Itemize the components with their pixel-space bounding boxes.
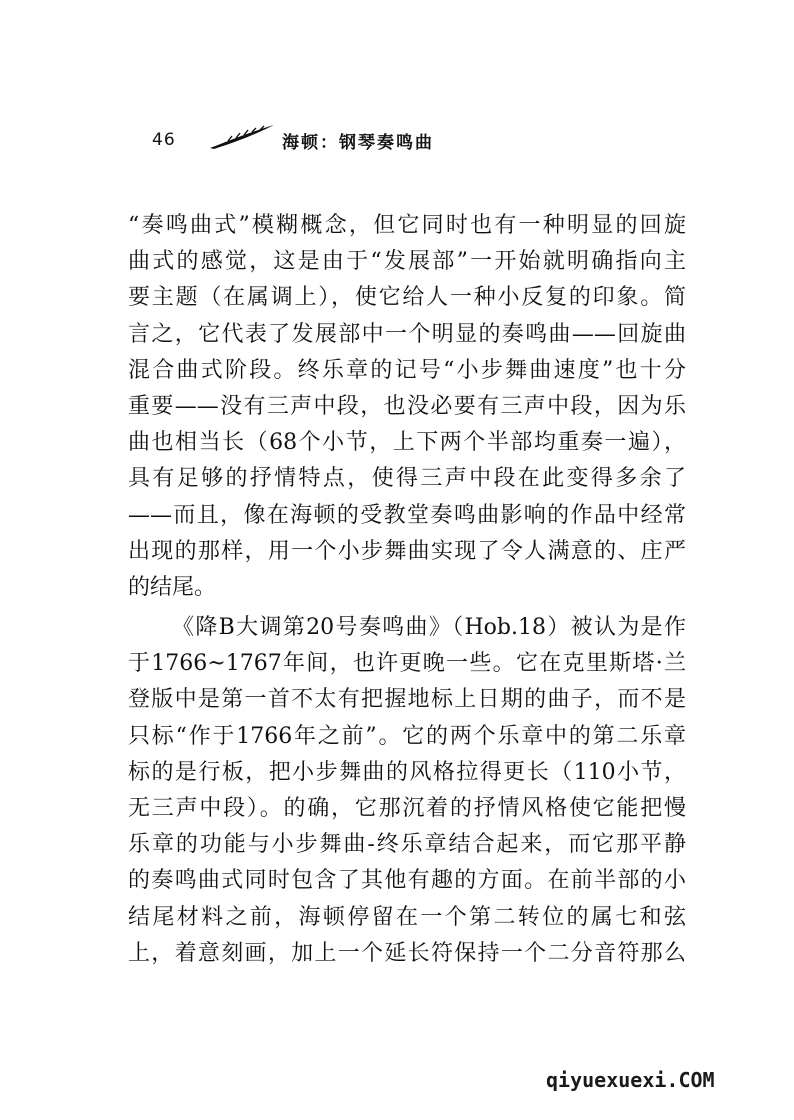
site-watermark: qiyuexuexi.COM [546, 1068, 715, 1092]
text-line: 出现的那样，用一个小步舞曲实现了令人满意的、庄严 [128, 538, 686, 564]
text-line: 曲也相当长（68个小节，上下两个半部均重奏一遍）， [128, 430, 686, 456]
text-line: 要主题（在属调上），使它给人一种小反复的印象。简 [128, 285, 686, 311]
text-line: 重要——没有三声中段，也没必要有三声中段，因为乐 [128, 393, 686, 419]
text-line: 混合曲式阶段。终乐章的记号“小步舞曲速度”也十分 [128, 357, 686, 383]
text-line: 只标“作于1766年之前”。它的两个乐章中的第二乐章 [128, 723, 686, 749]
text-line: 的结尾。 [128, 574, 217, 600]
text-line: 于1766~1767年间，也许更晚一些。它在克里斯塔·兰 [128, 651, 686, 677]
text-line: “奏鸣曲式”模糊概念，但它同时也有一种明显的回旋 [128, 213, 686, 238]
text-line: 《降B大调第20号奏鸣曲》（Hob.18）被认为是作 [172, 615, 686, 641]
paragraph [128, 208, 686, 606]
text-line: 曲式的感觉，这是由于“发展部”一开始就明确指向主 [128, 249, 686, 275]
paragraph [128, 610, 686, 972]
text-line: 上，着意刻画，加上一个延长符保持一个二分音符那么 [128, 940, 686, 966]
quill-pen-icon [208, 122, 278, 152]
text-line: 无三声中段）。的确，它那沉着的抒情风格使它能把慢 [128, 796, 686, 821]
text-line: 言之，它代表了发展部中一个明显的奏鸣曲——回旋曲 [128, 321, 686, 347]
text-line: 具有足够的抒情特点，使得三声中段在此变得多余了 [128, 466, 686, 492]
body-text [128, 208, 686, 972]
running-header [150, 122, 550, 158]
page-number: 46 [152, 130, 176, 150]
text-line: 登版中是第一首不太有把握地标上日期的曲子，而不是 [128, 687, 686, 713]
text-line: 乐章的功能与小步舞曲-终乐章结合起来，而它那平静 [128, 832, 686, 858]
book-title: 海顿：钢琴奏鸣曲 [282, 133, 434, 153]
text-line: 结尾材料之前，海顿停留在一个第二转位的属七和弦 [128, 904, 686, 930]
text-line: ——而且，像在海顿的受教堂奏鸣曲影响的作品中经常 [128, 502, 686, 528]
text-line: 标的是行板，把小步舞曲的风格拉得更长（110小节， [128, 759, 686, 785]
text-line: 的奏鸣曲式同时包含了其他有趣的方面。在前半部的小 [128, 868, 686, 894]
